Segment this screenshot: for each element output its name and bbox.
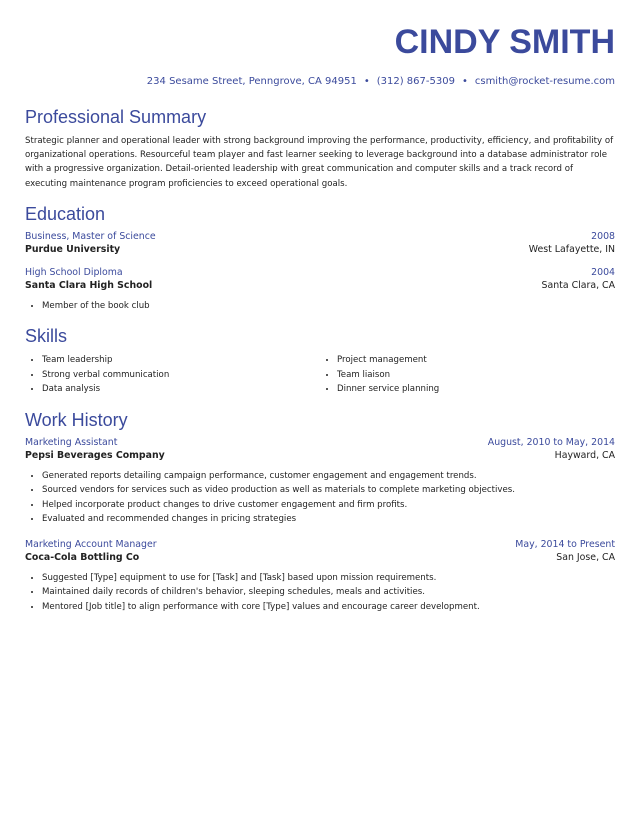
summary-heading: Professional Summary [25,107,207,127]
work-heading: Work History [25,409,128,430]
work-dates: May, 2014 to Present [515,538,615,550]
contact-separator: • [461,76,468,87]
work-section [25,409,615,615]
skill-item: • Dinner service planning [337,382,615,397]
contact-phone: (312) 867-5309 [376,76,455,87]
education-entry [25,231,615,255]
candidate-name: CINDY SMITH [394,23,615,61]
education-heading: Education [25,203,106,224]
summary-text: Strategic planner and operational leader with strong background improving the performance, productivity, efficiency, and profitability of organizational operations. Resourceful team player and fast learner seeking to leverage background into a database administrator role with a progressive organization. Detail-oriented leadership with great communication and computer skills and a track record of executing maintenance program proficiencies to exceed operational goals. [25,136,614,189]
contact-separator: • [363,76,370,87]
list-item: • Generated reports detailing campaign performance, customer engagement and engagement trends. [42,469,615,484]
education-bullets [25,299,615,314]
work-role: Marketing Assistant [25,436,118,448]
contact-line [25,75,615,89]
list-item: • Suggested [Type] equipment to use for [Task] and [Task] based upon mission requirements. [42,571,615,586]
education-location: West Lafayette, IN [528,243,615,255]
list-item: • Mentored [Job title] to align performance with core [Type] values and encourage career development. [42,600,615,615]
skills-column-left [25,353,320,397]
education-degree: High School Diploma [25,266,123,278]
skill-item: • Team liaison [337,368,615,383]
list-item: • Maintained daily records of children's behavior, sleeping schedules, meals and activities. [42,585,615,600]
education-section [25,203,615,314]
work-entry [25,539,615,615]
work-location: San Jose, CA [556,551,615,563]
skills-column-right [320,353,615,397]
work-location: Hayward, CA [554,449,615,461]
list-item: • Helped incorporate product changes to drive customer engagement and firm profits. [42,498,615,513]
work-entry [25,437,615,527]
skill-item: • Strong verbal communication [42,368,320,383]
education-entry [25,267,615,314]
work-dates: August, 2010 to May, 2014 [487,436,615,448]
education-location: Santa Clara, CA [541,279,615,291]
work-role: Marketing Account Manager [25,538,157,550]
education-school: Santa Clara High School [25,279,153,291]
skills-heading: Skills [25,326,68,347]
list-item: • Sourced vendors for services such as video production as well as materials to complete marketing objectives. [42,483,615,498]
work-bullets [25,571,615,615]
skill-item: • Team leadership [42,353,320,368]
education-year: 2004 [591,266,615,278]
education-degree: Business, Master of Science [25,230,156,242]
education-year: 2008 [591,230,615,242]
work-company: Pepsi Beverages Company [25,449,165,461]
skill-item: • Data analysis [42,382,320,397]
work-bullets [25,469,615,527]
contact-address: 234 Sesame Street, Penngrove, CA 94951 [146,76,357,87]
list-item: • Member of the book club [42,299,615,314]
skills-grid [25,353,615,397]
contact-email[interactable]: csmith@rocket-resume.com [474,76,615,87]
list-item: • Evaluated and recommended changes in pricing strategies [42,512,615,527]
skill-item: • Project management [337,353,615,368]
work-company: Coca-Cola Bottling Co [25,551,140,563]
skills-section [25,325,615,397]
education-school: Purdue University [25,243,121,255]
